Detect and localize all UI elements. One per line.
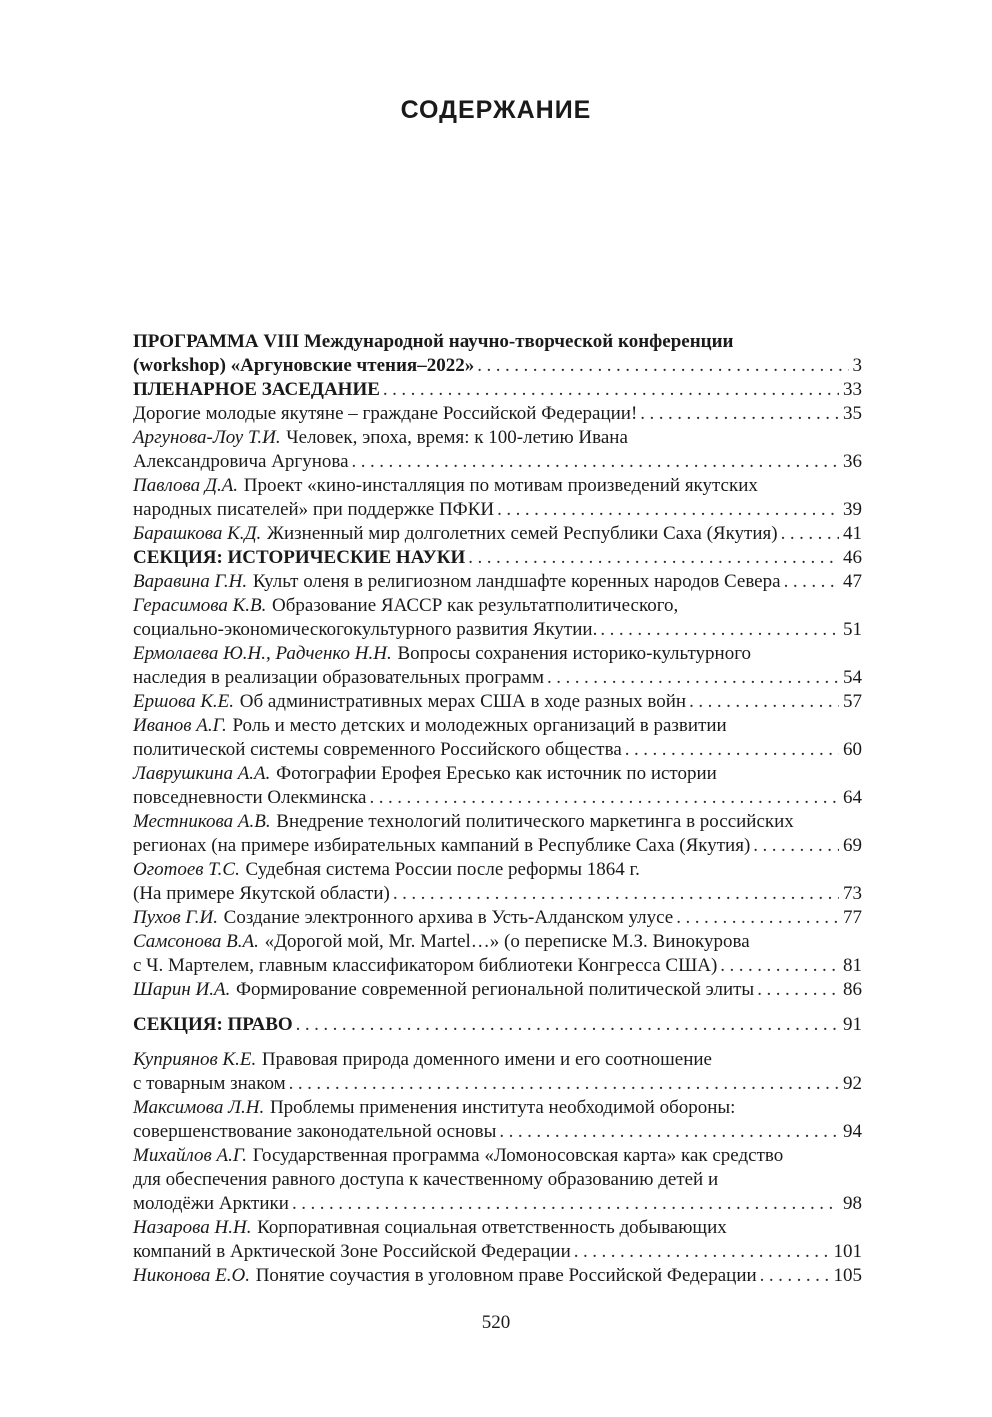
entry-title-text: Образование ЯАССР как результатполитического, [272, 595, 679, 616]
entry-author: Павлова Д.А. [133, 475, 239, 496]
dot-leader [547, 666, 839, 690]
entry-title-text: Роль и место детских и молодежных организаций в развитии [232, 715, 727, 736]
entry-page-number: 92 [843, 1073, 862, 1094]
dot-leader [393, 882, 839, 906]
entry-title-text: Внедрение технологий политического маркетинга в российских [276, 811, 794, 832]
toc-entry [133, 378, 862, 402]
entry-title-text: (workshop) «Аргуновские чтения–2022» [133, 355, 475, 376]
toc-line [133, 426, 862, 450]
dot-leader [676, 906, 839, 930]
toc-line [133, 858, 862, 882]
toc-line [133, 1144, 862, 1168]
toc-entry [133, 810, 862, 858]
toc-entry [133, 930, 862, 978]
entry-title-text: наследия в реализации образовательных программ [133, 667, 545, 688]
toc-entry [133, 522, 862, 546]
toc-line [133, 1048, 862, 1072]
toc-line [133, 546, 862, 570]
toc-line [133, 1168, 862, 1192]
toc-entry [133, 594, 862, 642]
entry-author: Никонова Е.О. [133, 1265, 251, 1286]
toc-entry [133, 690, 862, 714]
entry-title-text: социально-экономическогокультурного развития Якутии. [133, 619, 598, 640]
entry-author: Иванов А.Г. [133, 715, 227, 736]
entry-author: Герасимова К.В. [133, 595, 267, 616]
toc-line [133, 762, 862, 786]
toc-entry [133, 474, 862, 522]
entry-title-text: для обеспечения равного доступа к качественному образованию детей и [133, 1169, 719, 1190]
entry-title-text: Александровича Аргунова [133, 451, 349, 472]
entry-title-text: СЕКЦИЯ: ПРАВО [133, 1014, 293, 1035]
dot-leader [600, 618, 839, 642]
toc-line [133, 474, 862, 498]
entry-title-text: СЕКЦИЯ: ИСТОРИЧЕСКИЕ НАУКИ [133, 547, 466, 568]
entry-page-number: 36 [843, 451, 862, 472]
dot-leader [757, 978, 839, 1002]
entry-page-number: 86 [843, 979, 862, 1000]
toc-line [133, 882, 862, 906]
entry-title-text: Судебная система России после реформы 1864 г. [245, 859, 640, 880]
entry-page-number: 51 [843, 619, 862, 640]
toc-line [133, 450, 862, 474]
entry-page-number: 60 [843, 739, 862, 760]
entry-title-text: ПЛЕНАРНОЕ ЗАСЕДАНИЕ [133, 379, 380, 400]
entry-page-number: 101 [833, 1241, 862, 1262]
dot-leader [574, 1240, 830, 1264]
entry-page-number: 73 [843, 883, 862, 904]
entry-page-number: 57 [843, 691, 862, 712]
entry-page-number: 105 [833, 1265, 862, 1286]
toc-line [133, 690, 862, 714]
entry-author: Пухов Г.И. [133, 907, 218, 928]
entry-page-number: 98 [843, 1193, 862, 1214]
dot-leader [292, 1192, 839, 1216]
entry-title-text: Жизненный мир долголетних семей Республики Саха (Якутия) [266, 523, 778, 544]
toc-line [133, 810, 862, 834]
toc-line [133, 930, 862, 954]
toc-line [133, 1096, 862, 1120]
entry-title-text: повседневности Олекминска [133, 787, 367, 808]
toc-line [133, 354, 862, 378]
entry-author: Ермолаева Ю.Н., Радченко Н.Н. [133, 643, 392, 664]
entry-page-number: 41 [843, 523, 862, 544]
toc-line [133, 954, 862, 978]
toc-entry [133, 570, 862, 594]
toc-line [133, 978, 862, 1002]
toc-line [133, 594, 862, 618]
toc-line [133, 1192, 862, 1216]
toc-line [133, 1240, 862, 1264]
entry-title-text: Создание электронного архива в Усть-Алданском улусе [223, 907, 674, 928]
entry-page-number: 77 [843, 907, 862, 928]
entry-title-text: Фотографии Ерофея Ересько как источник по истории [276, 763, 717, 784]
entry-page-number: 47 [843, 571, 862, 592]
entry-page-number: 64 [843, 787, 862, 808]
entry-page-number: 35 [843, 403, 862, 424]
entry-author: Варавина Г.Н. [133, 571, 248, 592]
entry-title-text: Об административных мерах США в ходе разных войн [239, 691, 687, 712]
toc-entry [133, 714, 862, 762]
entry-title-text: Правовая природа доменного имени и его соотношение [261, 1049, 712, 1070]
entry-title-text: с Ч. Мартелем, главным классификатором библиотеки Конгресса США) [133, 955, 718, 976]
entry-page-number: 81 [843, 955, 862, 976]
dot-leader [753, 834, 839, 858]
entry-title-text: Человек, эпоха, время: к 100-летию Ивана [286, 427, 628, 448]
entry-title-text: народных писателей» при поддержке ПФКИ [133, 499, 495, 520]
dot-leader [468, 546, 839, 570]
entry-page-number: 39 [843, 499, 862, 520]
toc-line [133, 1013, 862, 1037]
toc-line [133, 786, 862, 810]
dot-leader [289, 1072, 839, 1096]
entry-title-text: Культ оленя в религиозном ландшафте коренных народов Севера [252, 571, 781, 592]
toc-entry [133, 762, 862, 810]
dot-leader [296, 1013, 839, 1037]
entry-title-text: Дорогие молодые якутяне – граждане Российской Федерации! [133, 403, 638, 424]
entry-title-text: компаний в Арктической Зоне Российской Федерации [133, 1241, 571, 1262]
entry-page-number: 46 [843, 547, 862, 568]
entry-title-text: Проблемы применения института необходимой обороны: [269, 1097, 736, 1118]
entry-title-text: ПРОГРАММА VIII Международной научно-творческой конференции [133, 331, 734, 352]
entry-author: Лаврушкина А.А. [133, 763, 271, 784]
entry-title-text: Формирование современной региональной политической элиты [236, 979, 755, 1000]
toc-entry [133, 330, 862, 378]
entry-author: Барашкова К.Д. [133, 523, 262, 544]
entry-author: Местникова А.В. [133, 811, 271, 832]
dot-leader [497, 498, 839, 522]
toc-line [133, 1120, 862, 1144]
toc-line [133, 1216, 862, 1240]
toc-entry [133, 1216, 862, 1264]
entry-author: Самсонова В.А. [133, 931, 259, 952]
toc-line [133, 618, 862, 642]
toc-entry [133, 1048, 862, 1096]
entry-author: Оготоев Т.С. [133, 859, 240, 880]
entry-author: Шарин И.А. [133, 979, 231, 1000]
entry-title-text: совершенствование законодательной основы [133, 1121, 497, 1142]
toc-entry [133, 1013, 862, 1037]
dot-leader [499, 1120, 839, 1144]
dot-leader [640, 402, 839, 426]
dot-leader [369, 786, 839, 810]
toc-line [133, 522, 862, 546]
toc-entry [133, 1144, 862, 1216]
toc-entry [133, 546, 862, 570]
page-number-footer: 520 [481, 1312, 511, 1333]
toc-line [133, 642, 862, 666]
entry-author: Аргунова-Лоу Т.И. [133, 427, 281, 448]
entry-page-number: 33 [843, 379, 862, 400]
entry-author: Ершова К.Е. [133, 691, 235, 712]
dot-leader [625, 738, 839, 762]
entry-title-text: Корпоративная социальная ответственность добывающих [257, 1217, 727, 1238]
toc-entry [133, 642, 862, 690]
dot-leader [477, 354, 848, 378]
toc-line [133, 378, 862, 402]
toc-line [133, 1264, 862, 1288]
entry-title-text: молодёжи Арктики [133, 1193, 289, 1214]
toc-line [133, 570, 862, 594]
dot-leader [781, 522, 839, 546]
toc-entry [133, 1264, 862, 1288]
entry-title-text: Проект «кино-инсталляция по мотивам произведений якутских [243, 475, 758, 496]
entry-title-text: политической системы современного Российского общества [133, 739, 622, 760]
dot-leader [720, 954, 839, 978]
toc-entry [133, 426, 862, 474]
entry-title-text: (На примере Якутской области) [133, 883, 390, 904]
entry-author: Куприянов К.Е. [133, 1049, 257, 1070]
toc-line [133, 738, 862, 762]
dot-leader [784, 570, 839, 594]
toc-line [133, 714, 862, 738]
entry-page-number: 94 [843, 1121, 862, 1142]
toc-line [133, 1072, 862, 1096]
entry-page-number: 91 [843, 1014, 862, 1035]
entry-author: Максимова Л.Н. [133, 1097, 265, 1118]
page-title: СОДЕРЖАНИЕ [400, 96, 592, 124]
dot-leader [383, 378, 839, 402]
toc-entry [133, 858, 862, 906]
toc-entry [133, 402, 862, 426]
entry-title-text: с товарным знаком [133, 1073, 286, 1094]
toc-line [133, 906, 862, 930]
entry-page-number: 69 [843, 835, 862, 856]
entry-page-number: 54 [843, 667, 862, 688]
toc-line [133, 330, 862, 354]
entry-title-text: Вопросы сохранения историко-культурного [397, 643, 752, 664]
entry-author: Михайлов А.Г. [133, 1145, 248, 1166]
toc-line [133, 498, 862, 522]
dot-leader [352, 450, 839, 474]
entry-page-number: 3 [852, 355, 862, 376]
dot-leader [760, 1264, 830, 1288]
entry-title-text: «Дорогой мой, Mr. Martel…» (о переписке М.З. Винокурова [264, 931, 750, 952]
toc-line [133, 402, 862, 426]
entry-title-text: Государственная программа «Ломоносовская карта» как средство [252, 1145, 784, 1166]
toc-line [133, 834, 862, 858]
toc-entry [133, 906, 862, 930]
toc-line [133, 666, 862, 690]
entry-author: Назарова Н.Н. [133, 1217, 252, 1238]
entry-title-text: Понятие соучастия в уголовном праве Российской Федерации [255, 1265, 757, 1286]
toc-list [133, 330, 862, 1288]
toc-entry [133, 1096, 862, 1144]
entry-title-text: регионах (на примере избирательных кампаний в Республике Саха (Якутия) [133, 835, 751, 856]
toc-entry [133, 978, 862, 1002]
dot-leader [689, 690, 839, 714]
